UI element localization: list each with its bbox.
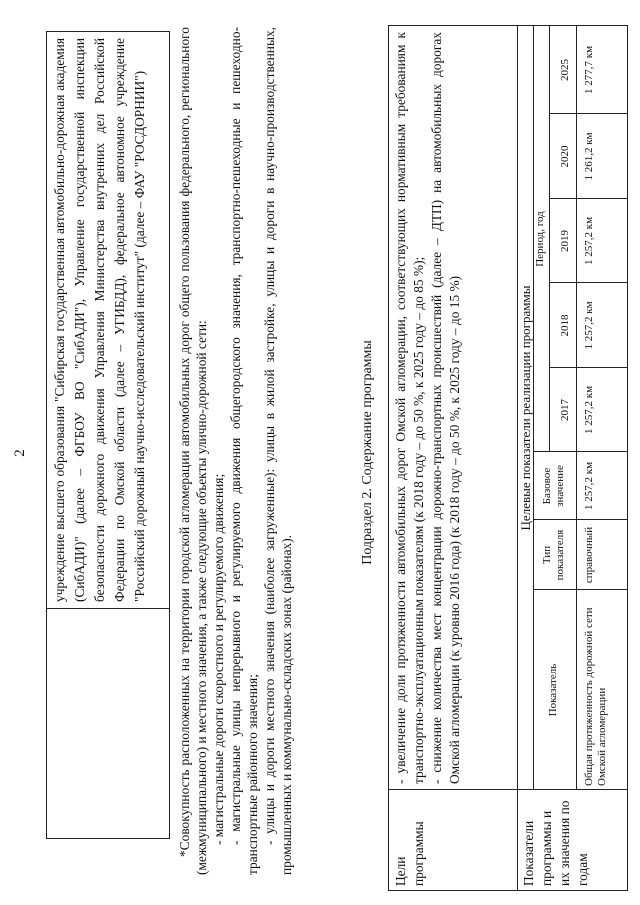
program-table (388, 25, 628, 891)
organizations-table (46, 31, 170, 839)
indicators-label: Показатели программы и их значения по годам (521, 800, 590, 886)
organizations-text: учреждение высшего образования "Сибирская государственная автомобильно-дорожная академия (СибАДИ)" (далее – ФГБОУ ВО "СибАДИ"), Управление государственной инспекции безопасности дорожного движения Управления Министерства внутренних дел Российской Федерации по Омской области (далее – УГИБДД), федеральное автономное учреждение "Российский дорожный научно-исследовательский институт" (далее – ФАУ "РОСДОРНИИ") (46, 31, 170, 609)
year-2019: 2019 (559, 230, 571, 252)
footnote-item-2: - магистральные улицы непрерывного и регулируемого движения общегородского значения, транспортно-пешеходные и пешеходно-транспортные районного значения; (228, 27, 260, 875)
indicator-name: Общая протяженность дорожной сети Омской агломерации (583, 607, 608, 786)
footnote-main: *Совокупность расположенных на территории городской агломерации автомобильных дорог общего пользования федерального, регионального (межмуниципального) и местного значения, а также следующие объекты улично-дорожной сети: (177, 27, 209, 875)
targets-header: Целевые показатели реализации программы (518, 285, 533, 531)
row-divider (549, 26, 550, 452)
goals-text (389, 26, 517, 790)
year-2025: 2025 (559, 59, 571, 81)
value-2020: 1 261,2 км (583, 132, 595, 181)
col-base: Базовое значение (541, 465, 566, 507)
indicator-type: справочный (583, 526, 595, 584)
page-number: 2 (12, 449, 28, 457)
footnote-item-3: - улицы и дороги местного значения (наиболее загруженные): улицы в жилой застройке, улицы и дороги в научно-производственных, промышленных и коммунально-складских зонах (районах). (262, 27, 294, 875)
goal-1: - увеличение доли протяженности автомобильных дорог Омской агломерации, соответствующих нормативным требованиям к транспортно-эксплуатационным показателям (к 2018 году – до 50 %, к 2025 году – до 85 %); (393, 32, 426, 784)
subsection-title: Подраздел 2. Содержание программы (360, 340, 375, 565)
value-2018: 1 257,2 км (583, 301, 595, 350)
col-type: Тип показателя (541, 529, 566, 581)
period-header: Период, год (534, 211, 546, 267)
indicator-base: 1 257,2 км (583, 461, 595, 511)
value-2017: 1 257,2 км (583, 385, 595, 435)
goal-2: - снижение количества мест концентрации дорожно-транспортных происшествий (далее – ДТП) на автомобильных дорогах Омской агломерации (к уровню 2016 года) (к 2018 году – до 50 %, к 2025 году – до 15 %) (429, 32, 462, 784)
year-2017: 2017 (559, 399, 571, 421)
year-2018: 2018 (559, 314, 571, 337)
footnote-item-1: - магистральные дороги скоростного и регулируемого движения; (211, 473, 226, 845)
goals-label: Цели программы (393, 821, 426, 886)
year-2020: 2020 (559, 145, 571, 168)
footnote (176, 27, 295, 875)
organizations-label-cell (46, 609, 170, 839)
value-2019: 1 257,2 км (583, 216, 595, 266)
col-indicator: Показатель (547, 663, 559, 717)
value-2025: 1 277,7 км (583, 45, 595, 95)
